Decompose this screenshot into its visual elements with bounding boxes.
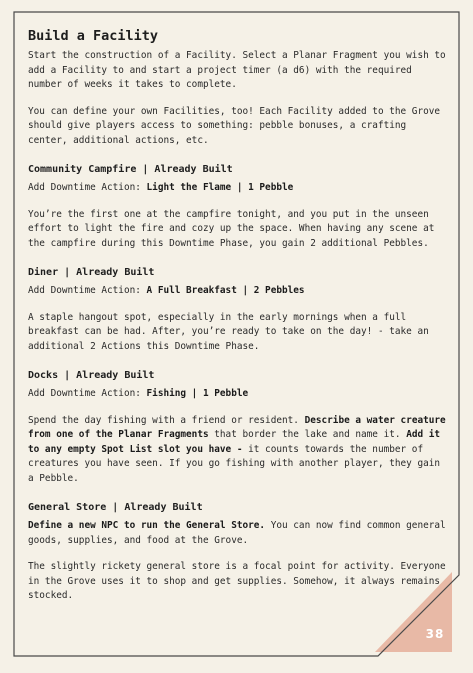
intro-paragraph: Start the construction of a Facility. Select a Planar Fragment you wish to add a Facility to and start a project timer (a d6) with the required number of weeks it takes to complete. <box>28 50 446 90</box>
page-title: Build a Facility <box>28 28 159 44</box>
page-content <box>28 27 448 616</box>
facility-heading: Community Campfire | Already Built <box>28 164 233 175</box>
facility-heading: Diner | Already Built <box>28 267 155 278</box>
facility-description: A staple hangout spot, especially in the early mornings when a full breakfast can be had. After, you’re ready to take on the day! - take an additional 2 Actions this Downtime Phase. <box>28 311 429 352</box>
facility-docks <box>28 368 448 486</box>
facility-community-campfire <box>28 162 448 251</box>
downtime-action <box>28 387 448 402</box>
facility-description: You’re the first one at the campfire tonight, and you put in the unseen effort to light the fire and cozy up the space. When having any scene at the campfire during this Downtime Phase, you gain 2 additional Pebbles. <box>28 208 435 249</box>
action-prefix: Add Downtime Action: <box>28 182 147 193</box>
facility-description: Spend the day fishing with a friend or resident. Describe a water creature from one of the Planar Fragments that border the lake and name it. Add it to any empty Spot List slot you have - it counts towards the number of creatures you have seen. If you go fishing with another player, they gain a Pebble. <box>28 414 446 484</box>
facility-general-store <box>28 500 448 604</box>
facility-diner <box>28 265 448 354</box>
intro-paragraph: You can define your own Facilities, too! Each Facility added to the Grove should give players access to something: pebble bonuses, a crafting center, additional actions, etc. <box>28 105 441 146</box>
action-prefix: Add Downtime Action: <box>28 388 147 399</box>
downtime-action <box>28 284 448 299</box>
action-name: A Full Breakfast | 2 Pebbles <box>146 285 305 296</box>
intro-section <box>28 27 448 148</box>
action-name: Light the Flame | 1 Pebble <box>146 182 294 193</box>
facility-description: The slightly rickety general store is a focal point for activity. Everyone in the Grove uses it to shop and get supplies. Somehow, it always remains stocked. <box>28 561 446 601</box>
action-name: Fishing | 1 Pebble <box>146 388 249 399</box>
facility-heading: Docks | Already Built <box>28 370 155 381</box>
page-number: 38 <box>425 627 445 641</box>
facility-heading: General Store | Already Built <box>28 502 203 513</box>
downtime-action <box>28 181 448 196</box>
action-prefix: Add Downtime Action: <box>28 285 147 296</box>
facility-requirement: Define a new NPC to run the General Store. You can now find common general goods, supplies, and food at the Grove. <box>28 520 446 546</box>
